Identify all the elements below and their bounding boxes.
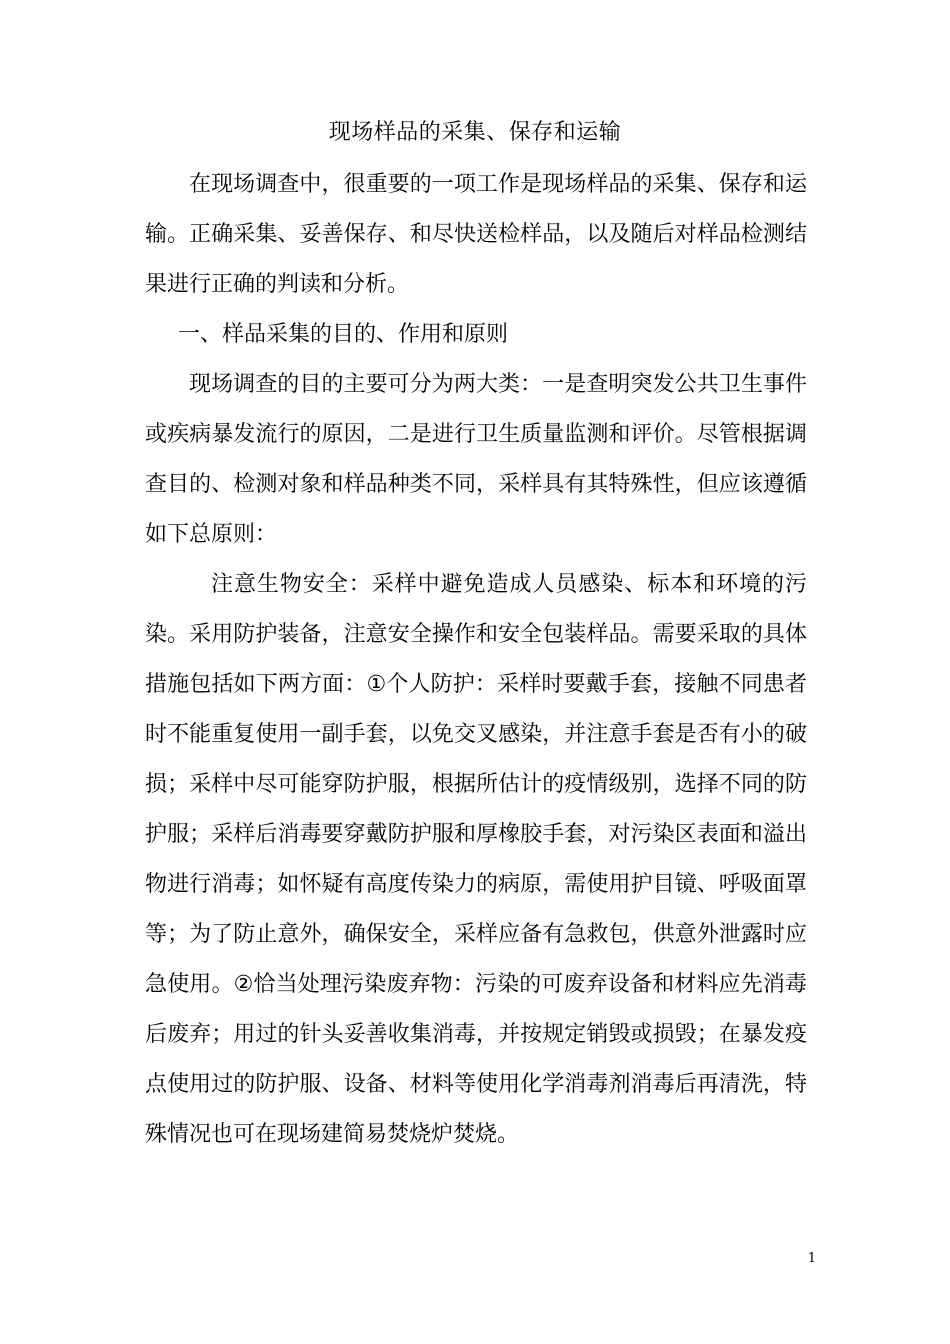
section-heading: 一、样品采集的目的、作用和原则 xyxy=(178,322,509,347)
purpose-paragraph: 现场调查的目的主要可分为两大类：一是查明突发公共卫生事件或疾病暴发流行的原因，二是进行卫生质量监测和评价。尽管根据调查目的、检测对象和样品种类不同，采样具有其特殊性，但应该遵循如下总原则： xyxy=(145,372,807,547)
biosafety-paragraph: 注意生物安全：采样中避免造成人员感染、标本和环境的污染。采用防护装备，注意安全操作和安全包装样品。需要采取的具体措施包括如下两方面：①个人防护：采样时要戴手套，接触不同患者时不能重复使用一副手套，以免交叉感染，并注意手套是否有小的破损；采样中尽可能穿防护服，根据所估计的疫情级别，选择不同的防护服；采样后消毒要穿戴防护服和厚橡胶手套，对污染区表面和溢出物进行消毒；如怀疑有高度传染力的病原，需使用护目镜、呼吸面罩等；为了防止意外，确保安全，采样应备有急救包，供意外泄露时应急使用。②恰当处理污染废弃物：污染的可废弃设备和材料应先消毒后废弃；用过的针头妥善收集消毒，并按规定销毁或损毁；在暴发疫点使用过的防护服、设备、材料等使用化学消毒剂消毒后再清洗，特殊情况也可在现场建简易焚烧炉焚烧。 xyxy=(145,572,807,1147)
document-title: 现场样品的采集、保存和运输 xyxy=(328,120,622,145)
page-number: 1 xyxy=(807,1251,816,1266)
intro-paragraph: 在现场调查中，很重要的一项工作是现场样品的采集、保存和运输。正确采集、妥善保存、和尽快送检样品，以及随后对样品检测结果进行正确的判读和分析。 xyxy=(145,172,807,297)
document-body xyxy=(145,160,807,1160)
